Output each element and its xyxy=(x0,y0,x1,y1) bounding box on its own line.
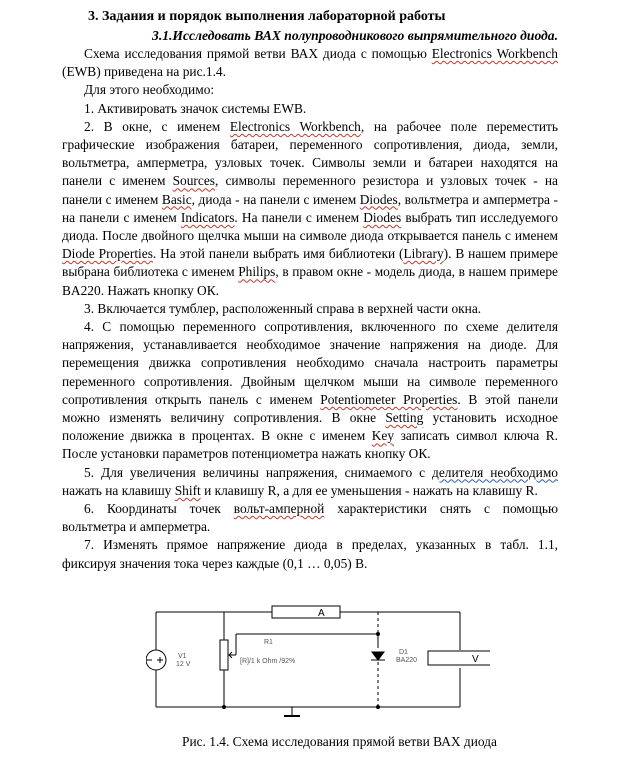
document-page xyxy=(62,8,558,573)
potentiometer-body xyxy=(220,640,228,670)
step-1: 1. Активировать значок системы EWB. xyxy=(84,100,307,116)
subsection-heading: 3.1.Исследовать ВАХ полупроводникового выпрямительного диода. xyxy=(152,28,558,43)
voltmeter-box xyxy=(428,651,490,665)
step-4: 4. С помощью переменного сопротивления, включенного по схеме делителя напряжения, устанавливается необходимое значение напряжения на диоде. Для перемещения движка сопротивления необходимо сначала настроить параметры переменного сопротивления. Двойным щелчком мыши на символе переменного сопротивления открыть панель с именем Potentiometer Properties. В этой панели можно изменять величину сопротивления. В окне Setting установить исходное положение движка в процентах. В окне с именем Key записать символ ключа R. После установки параметров потенциометра нажать кнопку ОК. xyxy=(62,319,559,462)
diode-triangle xyxy=(372,652,384,660)
node-dot xyxy=(376,705,380,709)
circuit-figure xyxy=(146,600,490,730)
paragraph-intro: Схема исследования прямой ветви ВАХ диода с помощью Electronics Workbench (EWB) приведена на рис.1.4. xyxy=(62,46,558,80)
paragraph-need: Для этого необходимо: xyxy=(84,82,215,98)
voltmeter-label: V xyxy=(472,654,479,665)
source-name: V1 xyxy=(178,653,187,660)
step-7: 7. Изменять прямое напряжение диода в пределах, указанных в табл. 1.1, фиксируя значения тока через каждые (0,1 … 0,05) В. xyxy=(62,537,558,571)
ammeter-box xyxy=(272,606,340,618)
figure-caption: Рис. 1.4. Схема исследования прямой ветви ВАХ диода xyxy=(182,734,497,749)
diode-model: BA220 xyxy=(396,657,418,664)
step-2: 2. В окне, с именем Electronics Workbench, на рабочее поле переместить графические изображения батареи, переменного сопротивления, диода, земли, вольтметра, амперметра, узловых точек. Символы земли и батареи находятся на панели с именем Sources, символы переменного резистора и узловых точек - на панели с именем Basic, диода - на панели с именем Diodes, вольтметра и амперметра - на панели с именем Indicators. На панели с именем Diodes выбрать тип исследуемого диода. После двойного щелчка мыши на символе диода открывается панель с именем Diode Properties. На этой панели выбрать имя библиотеки (Library). В нашем примере выбрана библиотека с именем Philips, в правом окне - модель диода, в нашем примере BA220. Нажать кнопку ОК. xyxy=(62,118,559,298)
step-6: 6. Координаты точек вольт-амперной характеристики снять с помощью вольтметра и амперметра. xyxy=(62,501,558,535)
source-value: 12 V xyxy=(176,661,191,668)
step-3: 3. Включается тумблер, расположенный справа в верхней части окна. xyxy=(84,300,482,316)
diode-name: D1 xyxy=(399,649,408,656)
node-dot xyxy=(222,705,226,709)
circuit-diagram xyxy=(146,600,490,730)
ammeter-label: A xyxy=(318,608,325,619)
node-dot xyxy=(376,632,380,636)
resistor-name: R1 xyxy=(264,639,273,646)
step-5: 5. Для увеличения величины напряжения, снимаемого с делителя необходимо нажать на клавишу Shift и клавишу R, а для ее уменьшения - нажать на клавишу R. xyxy=(62,464,558,498)
resistor-value: [R]/1 k Ohm /92% xyxy=(240,658,296,665)
section-heading: 3. Задания и порядок выполнения лабораторной работы xyxy=(88,9,446,24)
